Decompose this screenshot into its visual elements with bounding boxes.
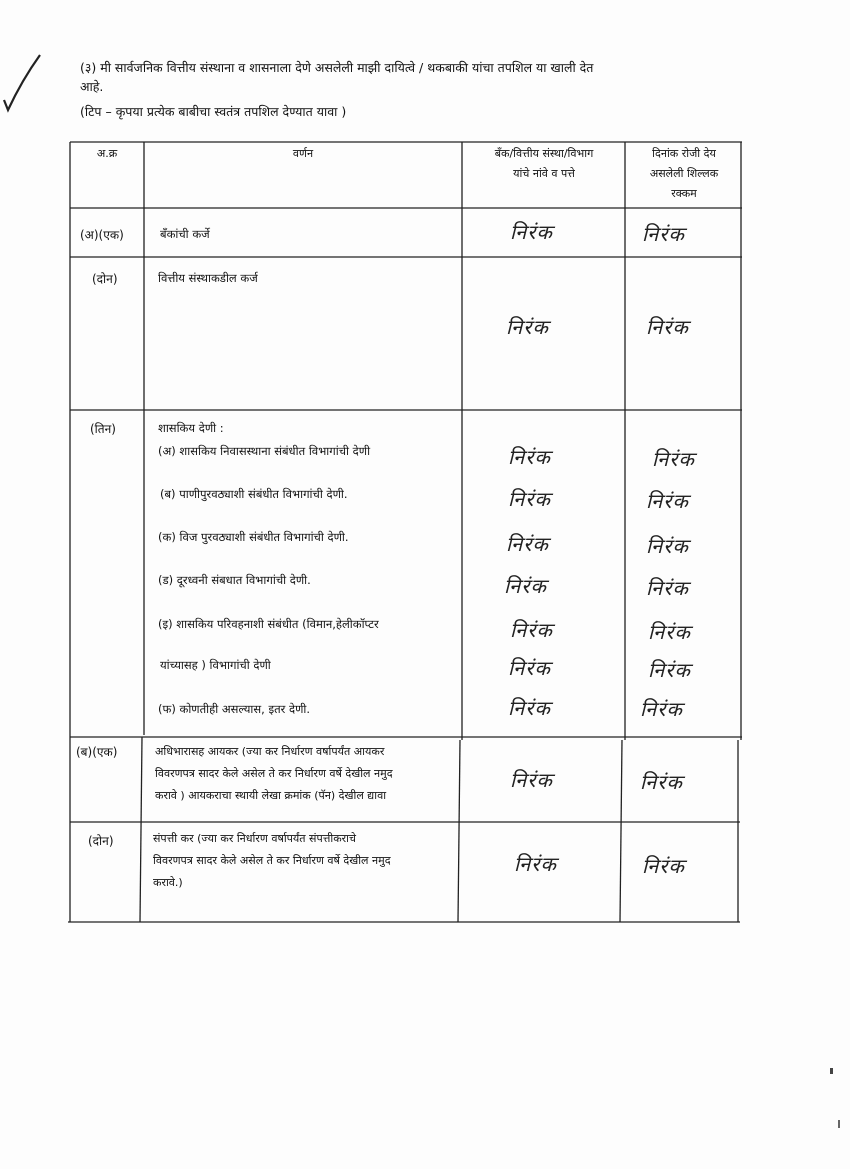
- intro-paragraph: [80, 58, 760, 96]
- header-bank-line2: यांचे नांवे व पत्ते: [513, 167, 575, 180]
- sub-item-e-line2: यांच्यासह ) विभागांची देणी: [160, 658, 271, 672]
- handwritten-nil: निरंक: [646, 576, 689, 600]
- sub-item-a: (अ) शासकिय निवासस्थाना संबंधीत विभागांची देणी: [158, 444, 371, 458]
- row-number: (अ)(एक): [80, 228, 124, 242]
- row-text-line1: संपत्ती कर (ज्या कर निर्धारण वर्षापर्यंत संपत्तीकराचे: [153, 832, 356, 845]
- header-amount-line2: असलेली शिल्लक: [649, 167, 719, 180]
- handwritten-nil: निरंक: [510, 220, 553, 244]
- header-amount-line3: रक्कम: [671, 187, 697, 200]
- handwritten-nil: निरंक: [642, 222, 685, 246]
- row-text-line3: करावे ) आयकराचा स्थायी लेखा क्रमांक (पॅन) देखील द्यावा: [155, 789, 387, 802]
- row-number: (ब)(एक): [76, 745, 118, 759]
- intro-line-2: आहे.: [80, 79, 104, 94]
- handwritten-nil: निरंक: [508, 487, 551, 511]
- sub-item-d: (ड) दूरध्वनी संबधात विभागांची देणी.: [158, 573, 311, 587]
- handwritten-nil: निरंक: [640, 697, 683, 721]
- handwritten-nil: निरंक: [648, 620, 691, 644]
- handwritten-nil: निरंक: [508, 656, 551, 680]
- handwritten-nil: निरंक: [640, 770, 683, 794]
- handwritten-nil: निरंक: [514, 852, 557, 876]
- handwritten-nil: निरंक: [642, 854, 685, 878]
- handwritten-nil: निरंक: [510, 768, 553, 792]
- tip-note: (टिप – कृपया प्रत्येक बाबीचा स्वतंत्र तपशिल देण्यात यावा ): [80, 104, 347, 119]
- header-serial: अ.क्र: [96, 147, 118, 160]
- header-bank-line1: बँक/वित्तीय संस्था/विभाग: [494, 147, 594, 160]
- row-section-title: शासकिय देणी :: [158, 421, 224, 435]
- sub-item-e-line1: (इ) शासकिय परिवहनाशी संबंधीत (विमान,हेलीकॉप्टर: [158, 617, 379, 631]
- sub-item-b: (ब) पाणीपुरवठ्याशी संबंधीत विभागांची देणी.: [160, 487, 348, 501]
- scan-speck: [838, 1120, 840, 1128]
- row-text-line3: करावे.): [153, 876, 183, 889]
- handwritten-nil: निरंक: [508, 696, 551, 720]
- handwritten-nil: निरंक: [646, 315, 689, 339]
- handwritten-nil: निरंक: [646, 534, 689, 558]
- row-number: (दोन): [92, 272, 118, 286]
- row-text-line2: विवरणपत्र सादर केले असेल ते कर निर्धारण वर्षे देखील नमुद: [155, 767, 393, 780]
- sub-item-c: (क) विज पुरवठ्याशी संबंधीत विभागांची देणी.: [158, 530, 349, 544]
- handwritten-nil: निरंक: [646, 489, 689, 513]
- row-text-line1: अधिभारासह आयकर (ज्या कर निर्धारण वर्षापर्यंत आयकर: [155, 745, 385, 758]
- row-description: वित्तीय संस्थाकडील कर्ज: [158, 271, 258, 285]
- handwritten-nil: निरंक: [506, 315, 549, 339]
- handwritten-nil: निरंक: [508, 445, 551, 469]
- intro-line-1: (३) मी सार्वजनिक वित्तीय संस्थाना व शासनाला देणे असलेली माझी दायित्वे / थकबाकी यांचा तपशिल या खाली देत: [80, 60, 594, 75]
- row-number: (दोन): [88, 834, 114, 848]
- handwritten-nil: निरंक: [510, 618, 553, 642]
- row-description: बँकांची कर्जे: [160, 227, 210, 241]
- margin-mark: [4, 55, 40, 110]
- header-amount-line1: दिनांक रोजी देय: [652, 147, 716, 160]
- row-number: (तिन): [90, 422, 116, 436]
- handwritten-nil: निरंक: [652, 447, 695, 471]
- handwritten-nil: निरंक: [504, 574, 547, 598]
- header-description: वर्णन: [292, 147, 314, 160]
- handwritten-nil: निरंक: [648, 658, 691, 682]
- scan-speck: [830, 1068, 833, 1074]
- row-text-line2: विवरणपत्र सादर केले असेल ते कर निर्धारण वर्षे देखील नमुद: [153, 854, 391, 867]
- handwritten-nil: निरंक: [506, 532, 549, 556]
- sub-item-f: (फ) कोणतीही असल्यास, इतर देणी.: [158, 702, 311, 716]
